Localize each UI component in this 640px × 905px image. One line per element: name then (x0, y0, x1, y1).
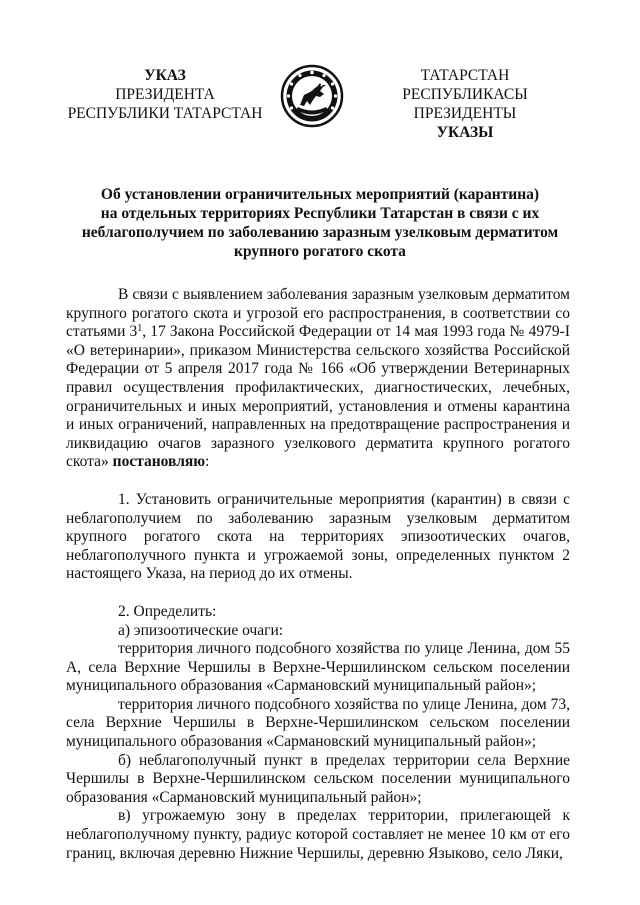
item-2-sub-a: а) эпизоотические очаги: (118, 621, 284, 639)
header-right-line-3: УКАЗЫ (436, 124, 494, 141)
header-left-line-3: РЕСПУБЛИКИ ТАТАРСТАН (67, 105, 263, 122)
spacer (66, 584, 570, 603)
header-left-line-1: УКАЗ (144, 67, 186, 84)
preamble-decree-word: постановляю (112, 453, 206, 471)
item-2-heading: 2. Определить: (118, 602, 217, 620)
title-line-1: Об установлении ограничительных мероприятий (карантина) (100, 186, 540, 203)
decree-title (60, 185, 580, 261)
header-left-russian (60, 66, 270, 123)
header-right-tatar (360, 66, 570, 142)
item-2-sub-b: б) неблагополучный пункт в пределах территории села Верхние Чершилы в Верхне-Чершилинском сельском поселении муниципального образования «Сармановский муниципальный район»; (66, 751, 570, 806)
item-2-a-focus-2: территория личного подсобного хозяйства по улице Ленина, дом 73, села Верхние Чершилы в Верхне-Чершилинском сельском поселении муниципального образования «Сармановский муниципальный район»; (66, 695, 570, 751)
coat-of-arms-icon (280, 64, 344, 128)
title-line-4: крупного рогатого скота (234, 243, 406, 260)
header-right-line-1: ТАТАРСТАН РЕСПУБЛИКАСЫ (402, 67, 528, 103)
header-left-line-2: ПРЕЗИДЕНТА (115, 86, 215, 103)
preamble-paragraph (66, 286, 570, 472)
spacer (66, 472, 570, 491)
decree-body (66, 286, 570, 863)
item-1-paragraph: 1. Установить ограничительные мероприятия (карантин) в связи с неблагополучием по заболеванию заразным узелковым дерматитом крупного рогатого скота на территориях эпизоотических очагов, неблагополучного пункта и угрожаемой зоны, определенных пунктом 2 настоящего Указа, на период до их отмены. (66, 490, 570, 583)
item-2-a-focus-1: территория личного подсобного хозяйства по улице Ленина, дом 55 А, села Верхние Чершилы в Верхне-Чершилинском сельском поселении муниципального образования «Сармановский муниципальный район»; (66, 640, 570, 695)
preamble-text-2: , 17 Закона Российской Федерации от 14 мая 1993 года № 4979-I «О ветеринарии», приказом Министерства сельского хозяйства Российской Федерации от 5 апреля 2017 года № 166 «Об утверждении Ветеринарных правил осуществления профилактических, диагностических, лечебных, ограничительных и иных мероприятий, установления и отмены карантина и иных ограничений, направленных на предотвращение распространения и ликвидацию очагов заразного узелкового дерматита крупного рогатого скота» (66, 323, 570, 471)
preamble-colon: : (205, 453, 210, 471)
item-2-sub-v: в) угрожаемую зону в пределах территории, прилегающей к неблагополучному пункту, радиус которой составляет не менее 10 км от его границ, включая деревню Нижние Чершилы, деревню Языково, село Ляки, (66, 807, 570, 862)
title-line-3: неблагополучием по заболеванию заразным узелковым дерматитом (81, 224, 559, 241)
preamble-superscript: 1 (137, 323, 143, 335)
title-line-2: на отдельных территориях Республики Татарстан в связи с их (100, 205, 540, 222)
header-right-line-2: ПРЕЗИДЕНТЫ (413, 105, 517, 122)
preamble-text-1: В связи с выявлением заболевания заразным узелковым дерматитом крупного рогатого скота и угрозой его распространения, в соответствии со статьями 3 (66, 286, 570, 341)
